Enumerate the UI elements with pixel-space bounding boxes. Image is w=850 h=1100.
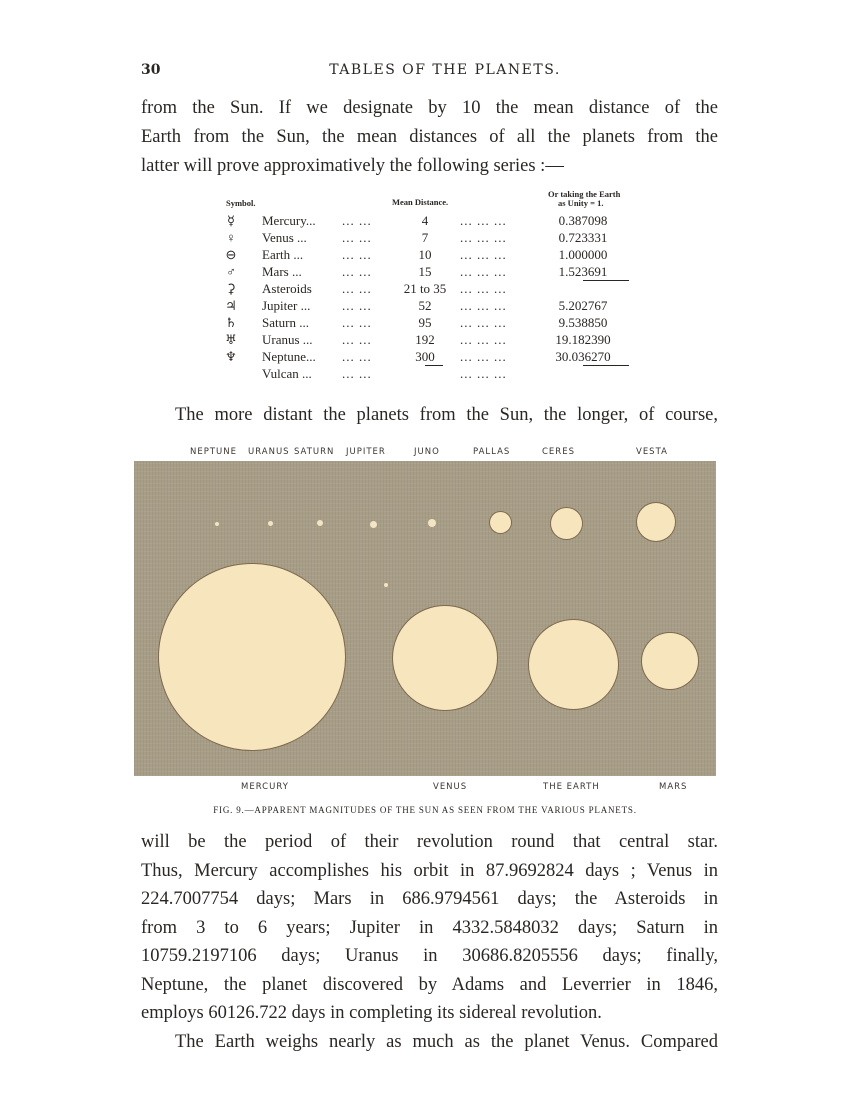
label-neptune: NEPTUNE bbox=[190, 447, 237, 457]
sun-disc-uranus bbox=[268, 521, 273, 526]
label-mars: MARS bbox=[659, 782, 688, 792]
planet-name: Uranus ... bbox=[262, 332, 313, 347]
sun-disc-vesta bbox=[637, 503, 675, 541]
body-line-5: 10759.2197106 days; Uranus in 30686.8205556 days; finally, bbox=[141, 946, 718, 966]
header-unity-2: as Unity = 1. bbox=[558, 198, 604, 208]
leader-dots: ... ... bbox=[342, 281, 372, 296]
header-mean-distance: Mean Distance. bbox=[392, 197, 449, 207]
leader-dots: ... ... bbox=[342, 264, 372, 279]
leader-dots: ... ... ... bbox=[460, 366, 507, 381]
planet-name: Venus ... bbox=[262, 230, 307, 245]
planet-name: Mars ... bbox=[262, 264, 302, 279]
planet-symbol: ♀ bbox=[226, 230, 236, 245]
leader-dots: ... ... ... bbox=[460, 315, 507, 330]
leader-dots: ... ... ... bbox=[460, 281, 507, 296]
mean-distance: 300 bbox=[415, 349, 435, 364]
sun-disc-venus bbox=[393, 606, 497, 710]
planet-name: Neptune... bbox=[262, 349, 316, 364]
planet-symbol: ♆ bbox=[225, 349, 237, 364]
mean-distance: 15 bbox=[418, 264, 432, 279]
header-symbol: Symbol. bbox=[226, 198, 256, 208]
relative-distance: 1.523691 bbox=[558, 264, 608, 279]
leader-dots: ... ... ... bbox=[460, 230, 507, 245]
leader-dots: ... ... bbox=[342, 298, 372, 313]
label-venus: VENUS bbox=[433, 782, 468, 792]
table-row bbox=[222, 280, 622, 297]
mean-distance: 21 to 35 bbox=[403, 281, 447, 296]
table-row bbox=[222, 331, 622, 348]
planet-symbol: ♅ bbox=[225, 332, 237, 347]
planet-symbol: ⊖ bbox=[225, 247, 237, 262]
planet-symbol: ☿ bbox=[227, 213, 235, 228]
leader-dots: ... ... bbox=[342, 230, 372, 245]
sun-magnitude-plate bbox=[134, 461, 716, 776]
table-row bbox=[222, 212, 622, 229]
intro-line-1: from the Sun. If we designate by 10 the mean distance of the bbox=[141, 98, 718, 118]
relative-distance: 5.202767 bbox=[558, 298, 608, 313]
blank-distance-rule bbox=[425, 365, 443, 366]
header-unity-1: Or taking the Earth bbox=[548, 189, 621, 199]
label-pallas: PALLAS bbox=[473, 447, 511, 457]
table-row bbox=[222, 314, 622, 331]
sun-disc-saturn bbox=[317, 520, 323, 526]
table-row bbox=[222, 348, 622, 365]
label-vesta: VESTA bbox=[636, 447, 668, 457]
relative-distance: 30.036270 bbox=[555, 349, 611, 364]
leader-dots: ... ... ... bbox=[460, 247, 507, 262]
leader-dots: ... ... bbox=[342, 349, 372, 364]
sun-disc-ceres bbox=[551, 508, 582, 539]
label-the-earth: THE EARTH bbox=[543, 782, 600, 792]
relative-distance: 9.538850 bbox=[558, 315, 608, 330]
label-uranus: URANUS bbox=[248, 447, 290, 457]
mean-distance: 7 bbox=[421, 230, 429, 245]
body-line-2: Thus, Mercury accomplishes his orbit in 87.9692824 days ; Venus in bbox=[141, 860, 718, 881]
body-line-8: The Earth weighs nearly as much as the planet Venus. Compared bbox=[175, 1031, 718, 1052]
planet-name: Mercury... bbox=[262, 213, 316, 228]
body-line-4: from 3 to 6 years; Jupiter in 4332.5848032 days; Saturn in bbox=[141, 917, 718, 938]
leader-dots: ... ... bbox=[342, 247, 372, 262]
table-row bbox=[222, 263, 622, 280]
leader-dots: ... ... bbox=[342, 332, 372, 347]
table-row bbox=[222, 246, 622, 263]
leader-dots: ... ... ... bbox=[460, 213, 507, 228]
relative-distance: 1.000000 bbox=[558, 247, 608, 262]
table-row bbox=[222, 229, 622, 246]
figure-caption: FIG. 9.—APPARENT MAGNITUDES OF THE SUN AS SEEN FROM THE VARIOUS PLANETS. bbox=[213, 805, 637, 815]
label-mercury: MERCURY bbox=[241, 782, 289, 792]
planet-name: Vulcan ... bbox=[262, 366, 312, 381]
mean-distance: 52 bbox=[418, 298, 432, 313]
running-title: TABLES OF THE PLANETS. bbox=[329, 62, 561, 78]
planet-name: Earth ... bbox=[262, 247, 304, 262]
relative-distance: 0.723331 bbox=[558, 230, 608, 245]
leader-dots: ... ... ... bbox=[460, 349, 507, 364]
planet-name: Saturn ... bbox=[262, 315, 309, 330]
table-row bbox=[222, 297, 622, 314]
planet-symbol: ♂ bbox=[226, 264, 236, 279]
label-jupiter: JUPITER bbox=[346, 447, 386, 457]
leader-dots: ... ... bbox=[342, 315, 372, 330]
label-saturn: SATURN bbox=[294, 447, 335, 457]
sun-disc-earth bbox=[529, 620, 618, 709]
planet-name: Jupiter ... bbox=[262, 298, 311, 313]
sun-disc-mercury bbox=[159, 564, 345, 750]
planet-symbol: ⚳ bbox=[226, 281, 236, 296]
blank-value-rule bbox=[583, 365, 629, 366]
blank-value-rule bbox=[583, 280, 629, 281]
sun-disc-jupiter bbox=[370, 521, 377, 528]
sun-disc-mars bbox=[642, 633, 698, 689]
mean-distance: 10 bbox=[418, 247, 432, 262]
sun-disc-pallas bbox=[490, 512, 511, 533]
body-line-3: 224.7007754 days; Mars in 686.9794561 days; the Asteroids in bbox=[141, 889, 718, 909]
body-line-1: will be the period of their revolution round that central star. bbox=[141, 832, 718, 852]
mean-distance: 95 bbox=[418, 315, 432, 330]
leader-dots: ... ... ... bbox=[460, 332, 507, 347]
relative-distance: 19.182390 bbox=[555, 332, 611, 347]
planet-symbol: ♃ bbox=[225, 298, 237, 313]
intro-line-2: Earth from the Sun, the mean distances of all the planets from the bbox=[141, 127, 718, 147]
label-ceres: CERES bbox=[542, 447, 575, 457]
table-row bbox=[222, 365, 622, 382]
leader-dots: ... ... ... bbox=[460, 264, 507, 279]
body-line-6: Neptune, the planet discovered by Adams and Leverrier in 1846, bbox=[141, 974, 718, 995]
sun-disc-juno bbox=[428, 519, 436, 527]
planet-name: Asteroids bbox=[262, 281, 312, 296]
leader-dots: ... ... ... bbox=[460, 298, 507, 313]
page-number: 30 bbox=[141, 62, 161, 78]
leader-dots: ... ... bbox=[342, 213, 372, 228]
mean-distance: 4 bbox=[421, 213, 429, 228]
intro-line-3: latter will prove approximatively the following series :— bbox=[141, 156, 564, 176]
sun-disc-neptune bbox=[215, 522, 219, 526]
mean-distance: 192 bbox=[415, 332, 435, 347]
bridge-line: The more distant the planets from the Sun, the longer, of course, bbox=[175, 405, 718, 425]
relative-distance: 0.387098 bbox=[558, 213, 608, 228]
leader-dots: ... ... bbox=[342, 366, 372, 381]
sun-disc-small bbox=[384, 583, 388, 587]
planet-symbol: ♄ bbox=[225, 315, 237, 330]
label-juno: JUNO bbox=[414, 447, 440, 457]
body-line-7: employs 60126.722 days in completing its sidereal revolution. bbox=[141, 1003, 602, 1023]
